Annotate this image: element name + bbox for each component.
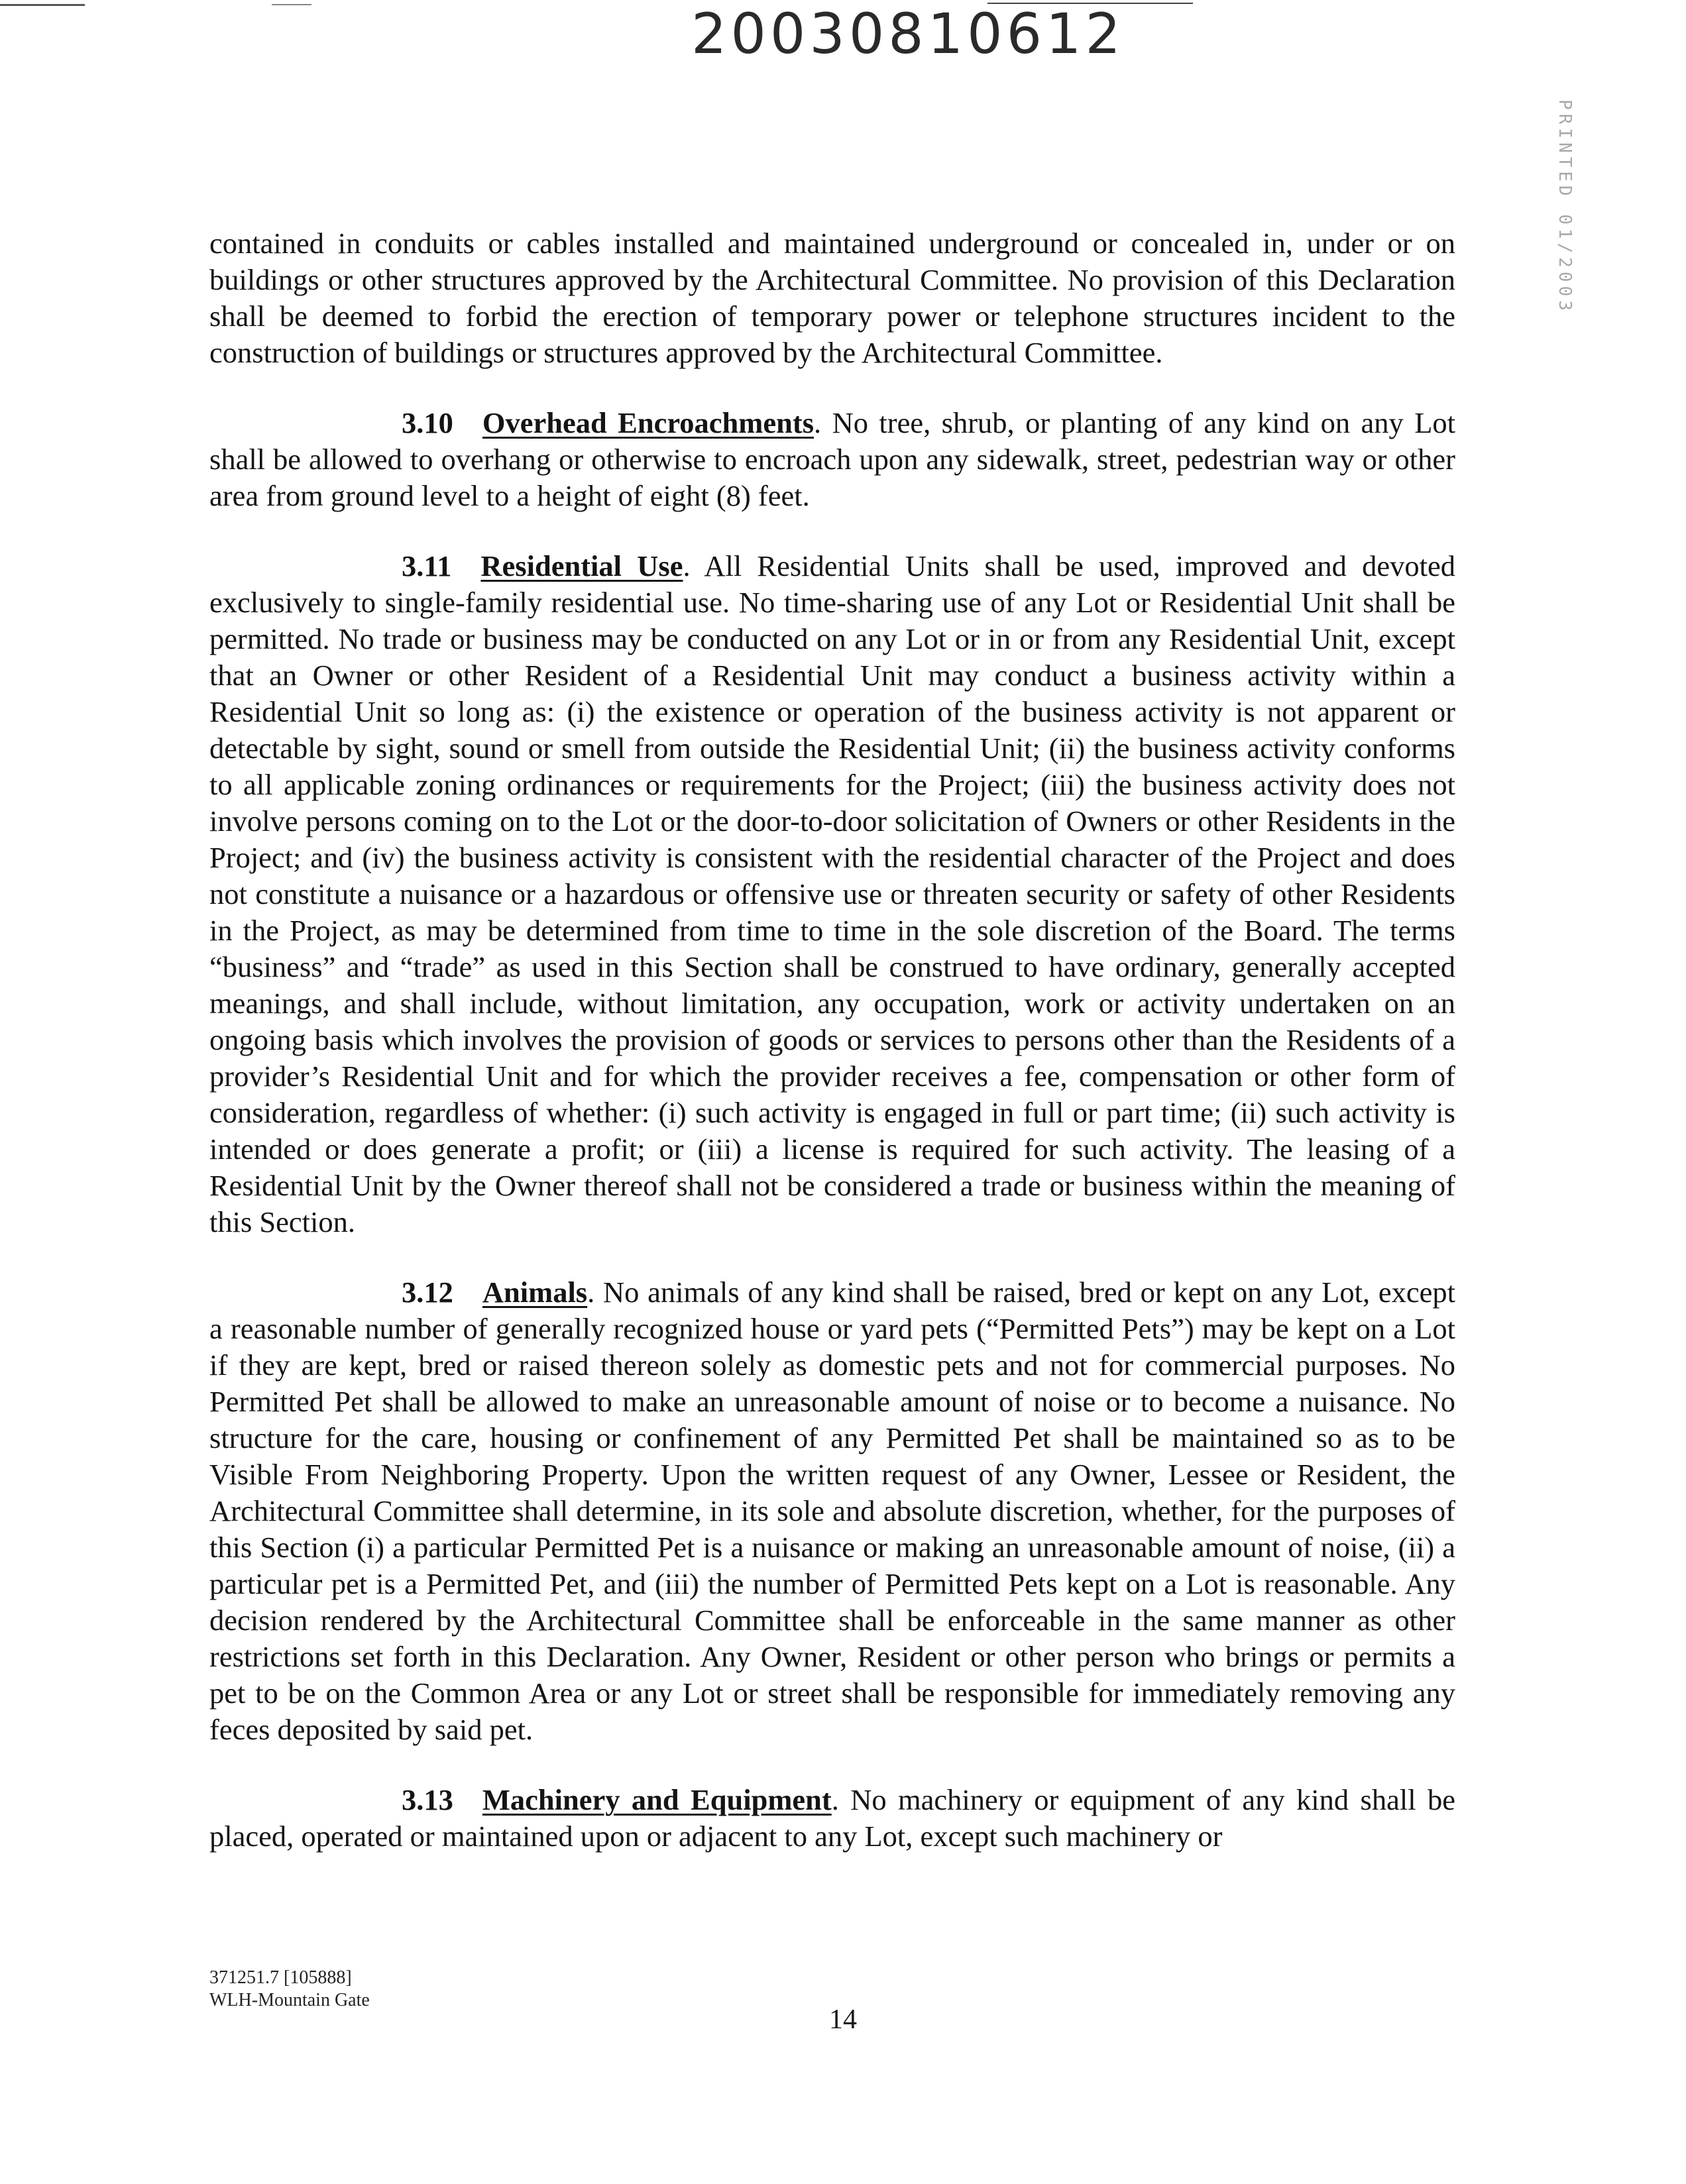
- section-3-11: [209, 548, 1455, 1240]
- section-3-13: [209, 1782, 1455, 1855]
- footer-doc-name: WLH-Mountain Gate: [209, 1990, 370, 2010]
- section-title: Machinery and Equipment: [482, 1783, 832, 1816]
- page-number: 14: [829, 2004, 857, 2035]
- paragraph-continued: [209, 225, 1455, 371]
- section-number: 3.11: [402, 549, 452, 582]
- footer-reference: [209, 1967, 370, 2012]
- section-3-10: [209, 405, 1455, 514]
- section-text: . No animals of any kind shall be raised, bred or kept on any Lot, except a reasonable number of generally recognized house or yard pets (“Permitted Pets”) may be kept on a Lot if they are kept, bred or raised thereon solely as domestic pets and not for commercial purposes. No Permitted Pet shall be allowed to make an unreasonable amount of noise or to become a nuisance. No structure for the care, housing or confinement of any Permitted Pet shall be maintained so as to be Visible From Neighboring Property. Upon the written request of any Owner, Lessee or Resident, the Architectural Committee shall determine, in its sole and absolute discretion, whether, for the purposes of this Section (i) a particular Permitted Pet is a nuisance or making an unreasonable amount of noise, (ii) a particular pet is a Permitted Pet, and (iii) the number of Permitted Pets kept on a Lot is reasonable. Any decision rendered by the Architectural Committee shall be enforceable in the same manner as other restrictions set forth in this Declaration. Any Owner, Resident or other person who brings or permits a pet to be on the Common Area or any Lot or street shall be responsible for immediately removing any feces deposited by said pet.: [209, 1276, 1455, 1746]
- section-text: . No tree, shrub, or planting of any kind on any Lot shall be allowed to overhang or otherwise to encroach upon any sidewalk, street, pedestrian way or other area from ground level to a height of eight (8) feet.: [209, 406, 1455, 512]
- section-text: . No machinery or equipment of any kind shall be placed, operated or maintained upon or adjacent to any Lot, except such machinery or: [209, 1783, 1455, 1853]
- section-title: Residential Use: [480, 549, 683, 582]
- side-stamp-text: PRINTED 01/2003: [1555, 99, 1575, 315]
- section-text: . All Residential Units shall be used, improved and devoted exclusively to single-family residential use. No time-sharing use of any Lot or Residential Unit shall be permitted. No trade or business may be conducted on any Lot or in or from any Residential Unit, except that an Owner or other Resident of a Residential Unit may conduct a business activity within a Residential Unit so long as: (i) the existence or operation of the business activity is not apparent or detectable by sight, sound or smell from outside the Residential Unit; (ii) the business activity conforms to all applicable zoning ordinances or requirements for the Project; (iii) the business activity does not involve persons coming on to the Lot or the door-to-door solicitation of Owners or other Residents in the Project; and (iv) the business activity is consistent with the residential character of the Project and does not constitute a nuisance or a hazardous or offensive use or threaten security or safety of other Residents in the Project, as may be determined from time to time in the sole discretion of the Board. The terms “business” and “trade” as used in this Section shall be construed to have ordinary, generally accepted meanings, and shall include, without limitation, any occupation, work or activity undertaken on an ongoing basis which involves the provision of goods or services to persons other than the Residents of a provider’s Residential Unit and for which the provider receives a fee, compensation or other form of consideration, regardless of whether: (i) such activity is engaged in full or part time; (ii) such activity is intended or does generate a profit; or (iii) a license is required for such activity. The leasing of a Residential Unit by the Owner thereof shall not be considered a trade or business within the meaning of this Section.: [209, 549, 1455, 1238]
- recording-number: 20030810612: [691, 1, 1125, 66]
- section-number: 3.10: [402, 406, 453, 439]
- section-title: Overhead Encroachments: [482, 406, 815, 439]
- section-title: Animals: [482, 1276, 588, 1309]
- section-number: 3.13: [402, 1783, 453, 1816]
- document-body: [209, 225, 1455, 1888]
- section-3-12: [209, 1274, 1455, 1748]
- paragraph-text: contained in conduits or cables installed and maintained underground or concealed in, under or on buildings or other structures approved by the Architectural Committee. No provision of this Declaration shall be deemed to forbid the erection of temporary power or telephone structures incident to the construction of buildings or structures approved by the Architectural Committee.: [209, 227, 1455, 369]
- side-stamp: [1538, 99, 1575, 318]
- footer-doc-id: 371251.7 [105888]: [209, 1967, 352, 1988]
- scan-artifact-line: [272, 4, 311, 5]
- section-number: 3.12: [402, 1276, 453, 1309]
- scan-artifact-line: [0, 4, 85, 6]
